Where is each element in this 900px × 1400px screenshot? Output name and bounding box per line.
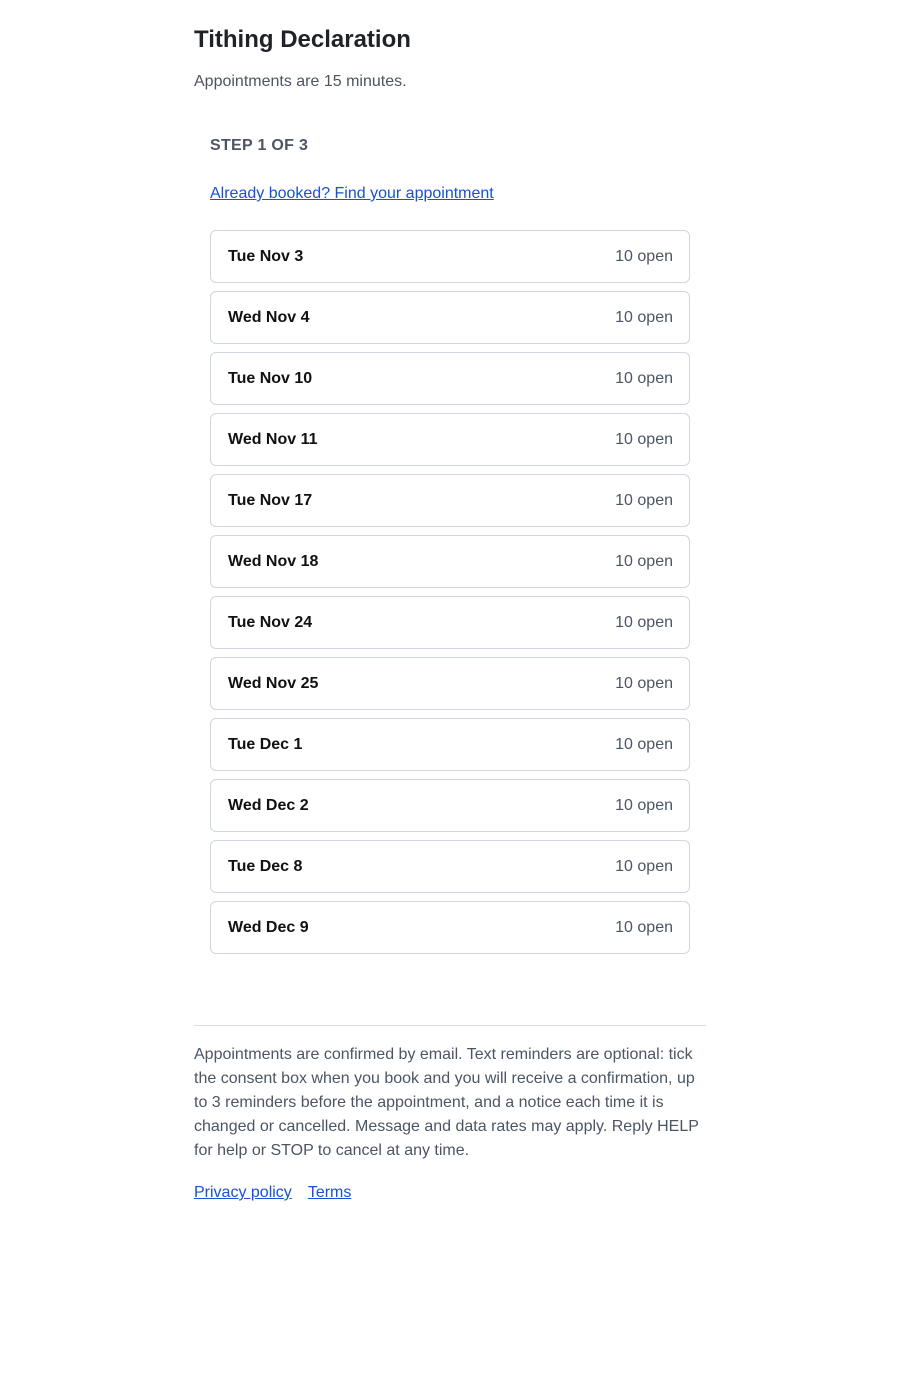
date-label: Tue Dec 8 bbox=[228, 857, 303, 875]
date-label: Tue Dec 1 bbox=[228, 735, 303, 753]
terms-link[interactable]: Terms bbox=[307, 1184, 352, 1201]
date-option[interactable] bbox=[210, 779, 690, 832]
page-subtitle: Appointments are 15 minutes. bbox=[194, 73, 407, 90]
date-option[interactable] bbox=[210, 718, 690, 771]
open-slots-count: 10 open bbox=[615, 613, 673, 631]
date-option[interactable] bbox=[210, 840, 690, 893]
open-slots-count: 10 open bbox=[615, 674, 673, 692]
date-option[interactable] bbox=[210, 413, 690, 466]
date-label: Wed Nov 11 bbox=[228, 430, 318, 448]
date-label: Tue Nov 3 bbox=[228, 247, 304, 265]
date-option[interactable] bbox=[210, 291, 690, 344]
date-label: Wed Dec 2 bbox=[228, 796, 309, 814]
open-slots-count: 10 open bbox=[615, 308, 673, 326]
date-option[interactable] bbox=[210, 901, 690, 954]
footer-divider bbox=[194, 1025, 706, 1026]
date-label: Wed Nov 4 bbox=[228, 308, 310, 326]
page-title: Tithing Declaration bbox=[194, 26, 411, 53]
date-option[interactable] bbox=[210, 474, 690, 527]
open-slots-count: 10 open bbox=[615, 552, 673, 570]
date-option[interactable] bbox=[210, 352, 690, 405]
date-label: Wed Dec 9 bbox=[228, 918, 309, 936]
open-slots-count: 10 open bbox=[615, 735, 673, 753]
date-label: Tue Nov 17 bbox=[228, 491, 313, 509]
open-slots-count: 10 open bbox=[615, 430, 673, 448]
date-label: Tue Nov 24 bbox=[228, 613, 313, 631]
date-list bbox=[210, 230, 690, 962]
date-option[interactable] bbox=[210, 535, 690, 588]
open-slots-count: 10 open bbox=[615, 796, 673, 814]
date-label: Tue Nov 10 bbox=[228, 369, 313, 387]
privacy-policy-link[interactable]: Privacy policy bbox=[194, 1184, 292, 1201]
open-slots-count: 10 open bbox=[615, 369, 673, 387]
open-slots-count: 10 open bbox=[615, 491, 673, 509]
find-appointment-link[interactable]: Already booked? Find your appointment bbox=[210, 185, 494, 202]
date-option[interactable] bbox=[210, 657, 690, 710]
footer-links bbox=[194, 1182, 351, 1204]
date-option[interactable] bbox=[210, 596, 690, 649]
date-option[interactable] bbox=[210, 230, 690, 283]
open-slots-count: 10 open bbox=[615, 247, 673, 265]
open-slots-count: 10 open bbox=[615, 918, 673, 936]
date-label: Wed Nov 18 bbox=[228, 552, 319, 570]
sms-consent-notice: Appointments are confirmed by email. Text reminders are optional: tick the consent box when you book and you will receive a confirmation, up to 3 reminders before the appointment, and a notice each time it is changed or cancelled. Message and data rates may apply. Reply HELP for help or STOP to cancel at any time. bbox=[194, 1046, 699, 1159]
date-label: Wed Nov 25 bbox=[228, 674, 319, 692]
open-slots-count: 10 open bbox=[615, 857, 673, 875]
step-indicator: STEP 1 OF 3 bbox=[210, 137, 309, 154]
